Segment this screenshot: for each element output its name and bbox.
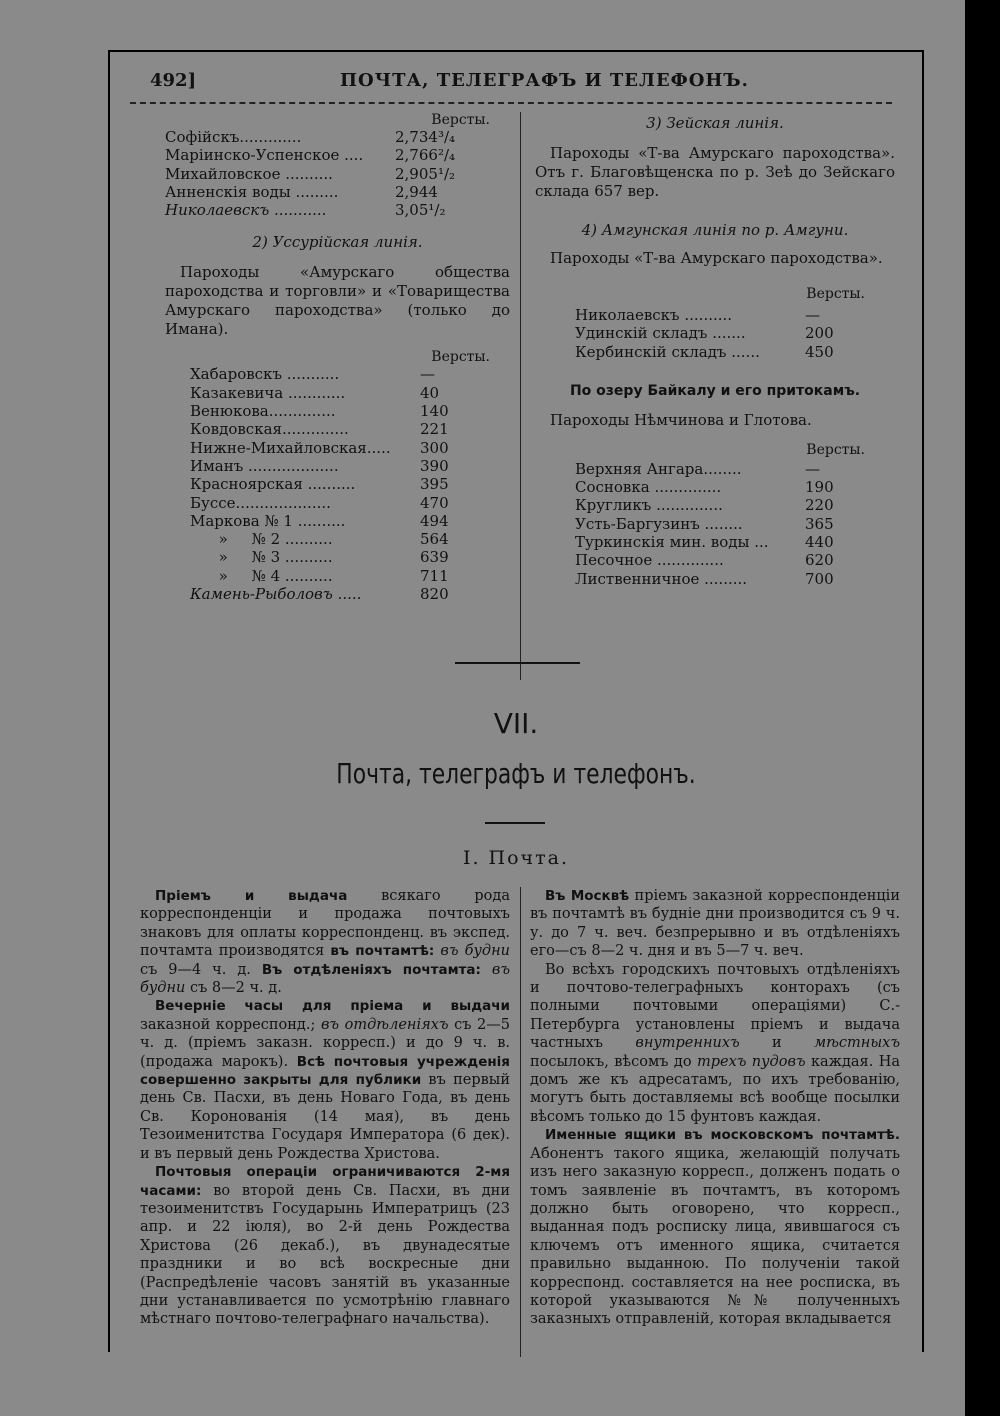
- distance-value: 3,05¹/₂: [395, 201, 446, 220]
- place-name: Казакевича ............: [190, 383, 346, 402]
- place-name: Кербинскій складъ ......: [575, 342, 760, 361]
- place-name: Маркова № 1 ..........: [190, 511, 346, 530]
- distance-table-3: [575, 306, 834, 361]
- text: во второй день Св. Пасхи, въ дни тезоименитствъ Государынь Императрицъ (23 апр. и 22 іюля), во 2-й день Рождества Христова (26 декаб.), въ двунадесятые праздники и во всѣ воскресные дни (Распредѣленіе часовъ занятій въ указанные дни устанавливается по усмотрѣнію главнаго мѣстнаго почтово-телеграфнаго начальства).: [140, 1182, 510, 1328]
- place-name: Песочное ..............: [575, 551, 724, 570]
- bold-lead: Именные ящики въ московскомъ почтамтѣ.: [545, 1127, 900, 1144]
- table-row: [190, 512, 449, 530]
- versts-label: Версты.: [431, 112, 490, 128]
- distance-table-2: [190, 365, 449, 603]
- bottom-left-column: [140, 887, 510, 1329]
- place-name: Николаевскъ ..........: [575, 306, 733, 324]
- table-row: [190, 420, 449, 438]
- table-row: [190, 457, 449, 475]
- distance-value: 190: [805, 478, 834, 497]
- place-name: Николаевскъ ...........: [165, 201, 327, 220]
- table-row: [575, 306, 834, 324]
- page-header: [150, 70, 902, 100]
- bold-text: въ почтамтѣ:: [330, 943, 435, 960]
- section-paragraph: Пароходы Нѣмчинова и Глотова.: [550, 410, 812, 429]
- italic-text: въ будни: [434, 943, 510, 960]
- bold-lead: Пріемъ и выдача: [155, 888, 348, 904]
- distance-value: 450: [805, 342, 834, 361]
- place-name: Усть-Баргузинъ ........: [575, 514, 743, 533]
- text: всякаго рода корреспонденціи и продажа почтовыхъ знаковъ для оплаты корреспонденц. въ экспед. почтамта производятся: [140, 888, 510, 960]
- paragraph: [140, 997, 510, 1163]
- distance-value: 711: [420, 566, 449, 585]
- text: и: [739, 1035, 815, 1052]
- table-row: [190, 585, 449, 603]
- distance-value: 2,944: [395, 182, 438, 201]
- italic-text: въ будни: [140, 961, 511, 997]
- italic-text: внутреннихъ: [635, 1035, 740, 1052]
- place-name: Камень-Рыболовъ .....: [190, 585, 362, 604]
- header-rule: [130, 102, 892, 110]
- paragraph: [140, 887, 510, 997]
- place-name: Маріинско-Успенское ....: [165, 146, 364, 165]
- distance-value: —: [805, 306, 820, 324]
- table-row: [575, 324, 834, 342]
- text: съ 9—4 ч. д.: [140, 961, 262, 978]
- table-row: [190, 402, 449, 420]
- italic-text: мѣстныхъ: [814, 1035, 900, 1052]
- distance-table-1: [165, 128, 455, 219]
- table-row: [165, 146, 455, 164]
- table-row: [575, 515, 834, 533]
- paragraph: [140, 1163, 510, 1329]
- text: въ первый день Св. Пасхи, въ день Новаго Года, въ день Св. Коронованія (14 мая), въ день Тезоименитства Государя Императора (6 дек). и въ первый день Рождества Христова.: [140, 1072, 510, 1162]
- table-row: [165, 165, 455, 183]
- distance-value: 620: [805, 551, 834, 570]
- table-row: [190, 365, 449, 383]
- place-name: » № 3 ..........: [190, 548, 333, 567]
- column-divider-top: [520, 112, 521, 680]
- place-name: Софійскъ.............: [165, 128, 302, 146]
- italic-text: въ отдѣленіяхъ: [320, 1016, 449, 1033]
- distance-table-4: [575, 460, 834, 588]
- table-row: [165, 183, 455, 201]
- paragraph: [530, 1126, 900, 1328]
- place-name: » № 2 ..........: [190, 530, 333, 549]
- table-row: [165, 128, 455, 146]
- table-row: [190, 475, 449, 493]
- chapter-number: VII.: [493, 707, 539, 740]
- table-row: [575, 496, 834, 514]
- place-name: Буссе....................: [190, 493, 331, 512]
- section-title: I. Почта.: [462, 847, 570, 869]
- section-paragraph: Пароходы «Т-ва Амурскаго пароходства». Отъ г. Благовѣщенска по р. Зеѣ до Зейскаго склада 657 вер.: [535, 144, 895, 200]
- text: съ 2—5 ч. д. (пріемъ заказн. корресп.) и до 9 ч. в. (продажа марокъ).: [140, 1016, 511, 1070]
- place-name: » № 4 ..........: [190, 566, 333, 585]
- chapter-top-rule: [455, 662, 580, 664]
- place-name: Иманъ ...................: [190, 456, 339, 475]
- table-row: [190, 530, 449, 548]
- text: съ 8—2 ч. д.: [185, 980, 282, 997]
- table-row: [575, 460, 834, 478]
- bold-lead: Вечерніе часы для пріема и выдачи: [155, 998, 510, 1015]
- distance-value: 494: [420, 511, 449, 530]
- bold-lead: Въ Москвѣ: [545, 888, 630, 904]
- table-row: [190, 494, 449, 512]
- distance-value: 820: [420, 585, 449, 604]
- table-row: [190, 384, 449, 402]
- distance-value: 390: [420, 456, 449, 475]
- distance-value: 220: [805, 496, 834, 515]
- italic-text: трехъ пудовъ: [696, 1053, 806, 1070]
- place-name: Удинскій складъ .......: [575, 324, 746, 343]
- text: каждая. На домъ же къ адресатамъ, по ихъ требованію, могутъ быть доставляемы всѣ вообще посылки вѣсомъ только до 15 фунтовъ каждая.: [530, 1053, 900, 1125]
- place-name: Лиственничное .........: [575, 569, 748, 588]
- place-name: Ковдовская..............: [190, 420, 349, 439]
- table-row: [575, 551, 834, 569]
- distance-value: 2,766²/₄: [395, 146, 456, 165]
- versts-label: Версты.: [806, 286, 865, 302]
- distance-value: 40: [420, 383, 440, 402]
- distance-value: —: [805, 459, 820, 478]
- table-row: [575, 570, 834, 588]
- paragraph: [530, 961, 900, 1127]
- table-row: [190, 548, 449, 566]
- section-paragraph: Пароходы «Амурскаго общества пароходства и торговли» и «Товарищества Амурскаго пароходства» (только до Имана).: [165, 263, 510, 339]
- distance-value: 140: [420, 402, 449, 421]
- table-row: [575, 478, 834, 496]
- section-heading: 2) Уссурійская линія.: [252, 233, 423, 252]
- place-name: Туркинскія мин. воды ...: [575, 533, 769, 552]
- place-name: Нижне-Михайловская.....: [190, 438, 391, 457]
- distance-value: 200: [805, 324, 834, 343]
- text: пріемъ заказной корреспонденціи въ почтамтѣ въ будніе дни производится съ 9 ч. у. до 7 ч. веч. безпрерывно и въ отдѣленіяхъ его—съ 8—2 ч. дня и въ 5—7 ч. веч.: [530, 888, 900, 960]
- distance-value: 639: [420, 548, 449, 567]
- place-name: Михайловское ..........: [165, 164, 333, 183]
- bold-text: Въ отдѣленіяхъ почтамта:: [261, 961, 481, 978]
- distance-value: 395: [420, 475, 449, 494]
- table-row: [575, 533, 834, 551]
- bottom-right-column: [530, 887, 900, 1329]
- section-paragraph: Пароходы «Т-ва Амурскаго пароходства».: [550, 249, 883, 267]
- place-name: Хабаровскъ ...........: [190, 365, 340, 384]
- text: Абонентъ такого ящика, желающій получать изъ него заказную корресп., долженъ подать о томъ заявленіе въ почтамтъ, въ которомъ должно быть оговорено, что корресп., выданная подъ росписку лица, явившагося съ ключемъ отъ именного ящика, считается правильно выданною. По полученіи такой корреспонд. составляется на нее росписка, въ которой указываются №№ полученныхъ заказныхъ отправленій, которая вкладывается: [530, 1145, 900, 1328]
- versts-label: Версты.: [431, 349, 490, 366]
- distance-value: 470: [420, 493, 449, 512]
- table-row: [165, 201, 455, 219]
- distance-value: 221: [420, 420, 449, 439]
- section-heading: По озеру Байкалу и его притокамъ.: [569, 382, 861, 399]
- place-name: Верхняя Ангара........: [575, 459, 742, 478]
- paragraph: [530, 887, 900, 961]
- scan-edge-strip: [965, 0, 1000, 1416]
- versts-label: Версты.: [806, 441, 865, 458]
- place-name: Красноярская ..........: [190, 475, 356, 494]
- left-column: [165, 112, 510, 603]
- distance-value: 2,905¹/₂: [395, 164, 456, 183]
- bold-lead: Почтовыя операціи ограничиваются 2-мя часами:: [140, 1164, 510, 1199]
- distance-value: 700: [805, 569, 834, 588]
- text: посылокъ, вѣсомъ до: [530, 1053, 697, 1070]
- text: Во всѣхъ городскихъ почтовыхъ отдѣленіяхъ и почтово-телеграфныхъ конторахъ (съ полными почтовыми операціями) С.-Петербурга установлены пріемъ и выдача частныхъ: [530, 961, 900, 1052]
- place-name: Сосновка ..............: [575, 478, 722, 497]
- table-row: [575, 343, 834, 361]
- table-row: [190, 439, 449, 457]
- distance-value: 300: [420, 438, 449, 457]
- right-column: [535, 112, 895, 588]
- bold-text: Всѣ почтовыя учрежденія совершенно закрыты для публики: [140, 1053, 510, 1089]
- section-heading: 4) Амгунская линія по р. Амгуни.: [581, 221, 849, 239]
- distance-value: —: [420, 365, 435, 384]
- distance-value: 2,734³/₄: [395, 128, 456, 146]
- place-name: Кругликъ ..............: [575, 496, 723, 515]
- page-number: 492]: [150, 70, 197, 91]
- column-divider-bottom: [520, 887, 521, 1357]
- text: заказной корреспонд.;: [140, 1016, 321, 1033]
- place-name: Анненскія воды .........: [165, 182, 339, 201]
- running-title: ПОЧТА, ТЕЛЕГРАФЪ И ТЕЛЕФОНЪ.: [340, 70, 749, 91]
- chapter-bottom-rule: [485, 822, 545, 824]
- table-row: [190, 567, 449, 585]
- chapter-title: Почта, телеграфъ и телефонъ.: [336, 757, 696, 790]
- distance-value: 564: [420, 530, 449, 549]
- place-name: Венюкова..............: [190, 402, 336, 421]
- book-page: [108, 50, 924, 1352]
- section-heading: 3) Зейская линія.: [646, 114, 784, 132]
- distance-value: 440: [805, 533, 834, 552]
- distance-value: 365: [805, 514, 834, 533]
